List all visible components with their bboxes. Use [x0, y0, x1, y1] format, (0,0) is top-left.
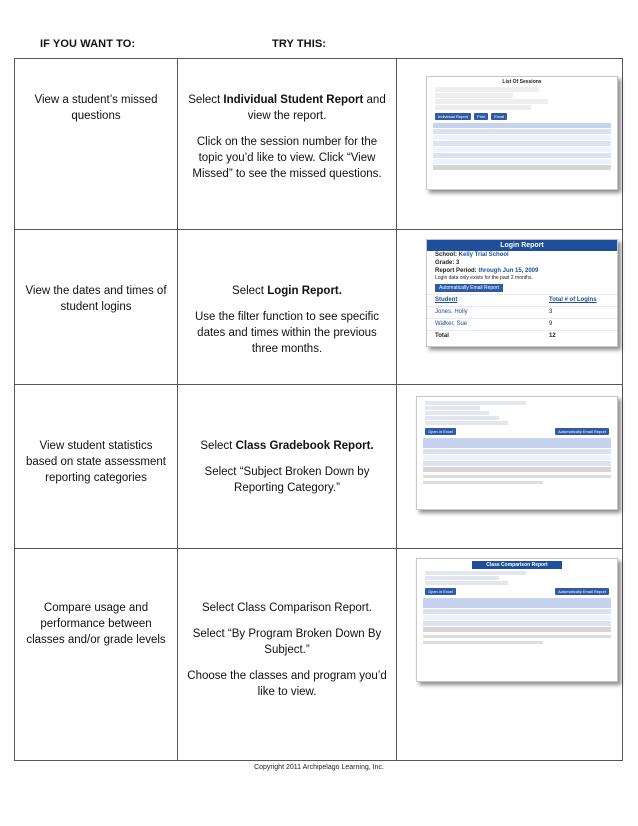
try-cell	[178, 59, 397, 230]
login-total-row: Total 12	[427, 330, 617, 342]
try-cell	[178, 385, 397, 549]
want-text: Compare usage and performance between classes and/or grade levels	[26, 602, 166, 646]
try-step: Use the filter function to see specific dates and times within the previous three months.	[194, 311, 380, 355]
want-cell	[15, 230, 178, 385]
try-step: Select Login Report.	[232, 285, 342, 297]
try-step: Select Class Comparison Report.	[201, 602, 372, 614]
table-row: Walker, Sue 9	[427, 318, 617, 330]
try-step: Select Individual Student Report and view the report.	[188, 94, 386, 122]
email-button: Email	[491, 113, 507, 120]
want-cell	[15, 549, 178, 761]
table-row: Jones, Holly 3	[427, 306, 617, 318]
try-step: Choose the classes and program you’d like to view.	[187, 670, 387, 698]
try-step: Select Class Gradebook Report.	[200, 440, 374, 452]
header-try: TRY THIS:	[272, 38, 327, 50]
want-text: View a student’s missed questions	[34, 94, 158, 122]
login-period: Report Period: through Jun 15, 2009	[435, 268, 539, 274]
open-excel-button: Open in Excel	[425, 428, 456, 435]
sessions-report-image	[426, 76, 618, 190]
try-cell	[178, 549, 397, 761]
print-button: Print	[474, 113, 488, 120]
try-step: Click on the session number for the topic you’d like to view. Click “View Missed” to see the missed questions.	[192, 136, 382, 180]
gradebook-report-image	[416, 396, 618, 510]
email-report-button: Automatically Email Report	[555, 428, 609, 435]
comparison-report-image	[416, 558, 618, 682]
want-text: View the dates and times of student logins	[25, 285, 167, 313]
login-table-header: Student Total # of Logins	[427, 294, 617, 306]
want-text: View student statistics based on state assessment reporting categories	[26, 440, 166, 484]
login-note: Login data only exists for the past 2 months.	[435, 275, 533, 281]
email-report-button: Automatically Email Report	[555, 588, 609, 595]
try-step: Select “By Program Broken Down By Subject.”	[192, 628, 382, 656]
try-step: Select “Subject Broken Down by Reporting Category.”	[204, 466, 370, 494]
login-grade: Grade: 3	[435, 260, 460, 266]
comparison-report-title: Class Comparison Report	[472, 561, 562, 569]
sessions-report-title: List Of Sessions	[502, 79, 542, 85]
header-want: IF YOU WANT TO:	[40, 38, 136, 50]
email-report-button: Automatically Email Report	[435, 284, 503, 292]
copyright-footer: Copyright 2011 Archipelago Learning, Inc.	[254, 764, 384, 771]
want-cell	[15, 59, 178, 230]
individual-report-button: Individual Report	[435, 113, 471, 120]
login-report-title: Login Report	[427, 240, 617, 251]
login-report-image	[426, 239, 618, 347]
login-school: School: Kelly Trial School	[435, 252, 509, 258]
sessions-report-meta	[427, 87, 617, 110]
want-cell	[15, 385, 178, 549]
open-excel-button: Open in Excel	[425, 588, 456, 595]
try-cell	[178, 230, 397, 385]
